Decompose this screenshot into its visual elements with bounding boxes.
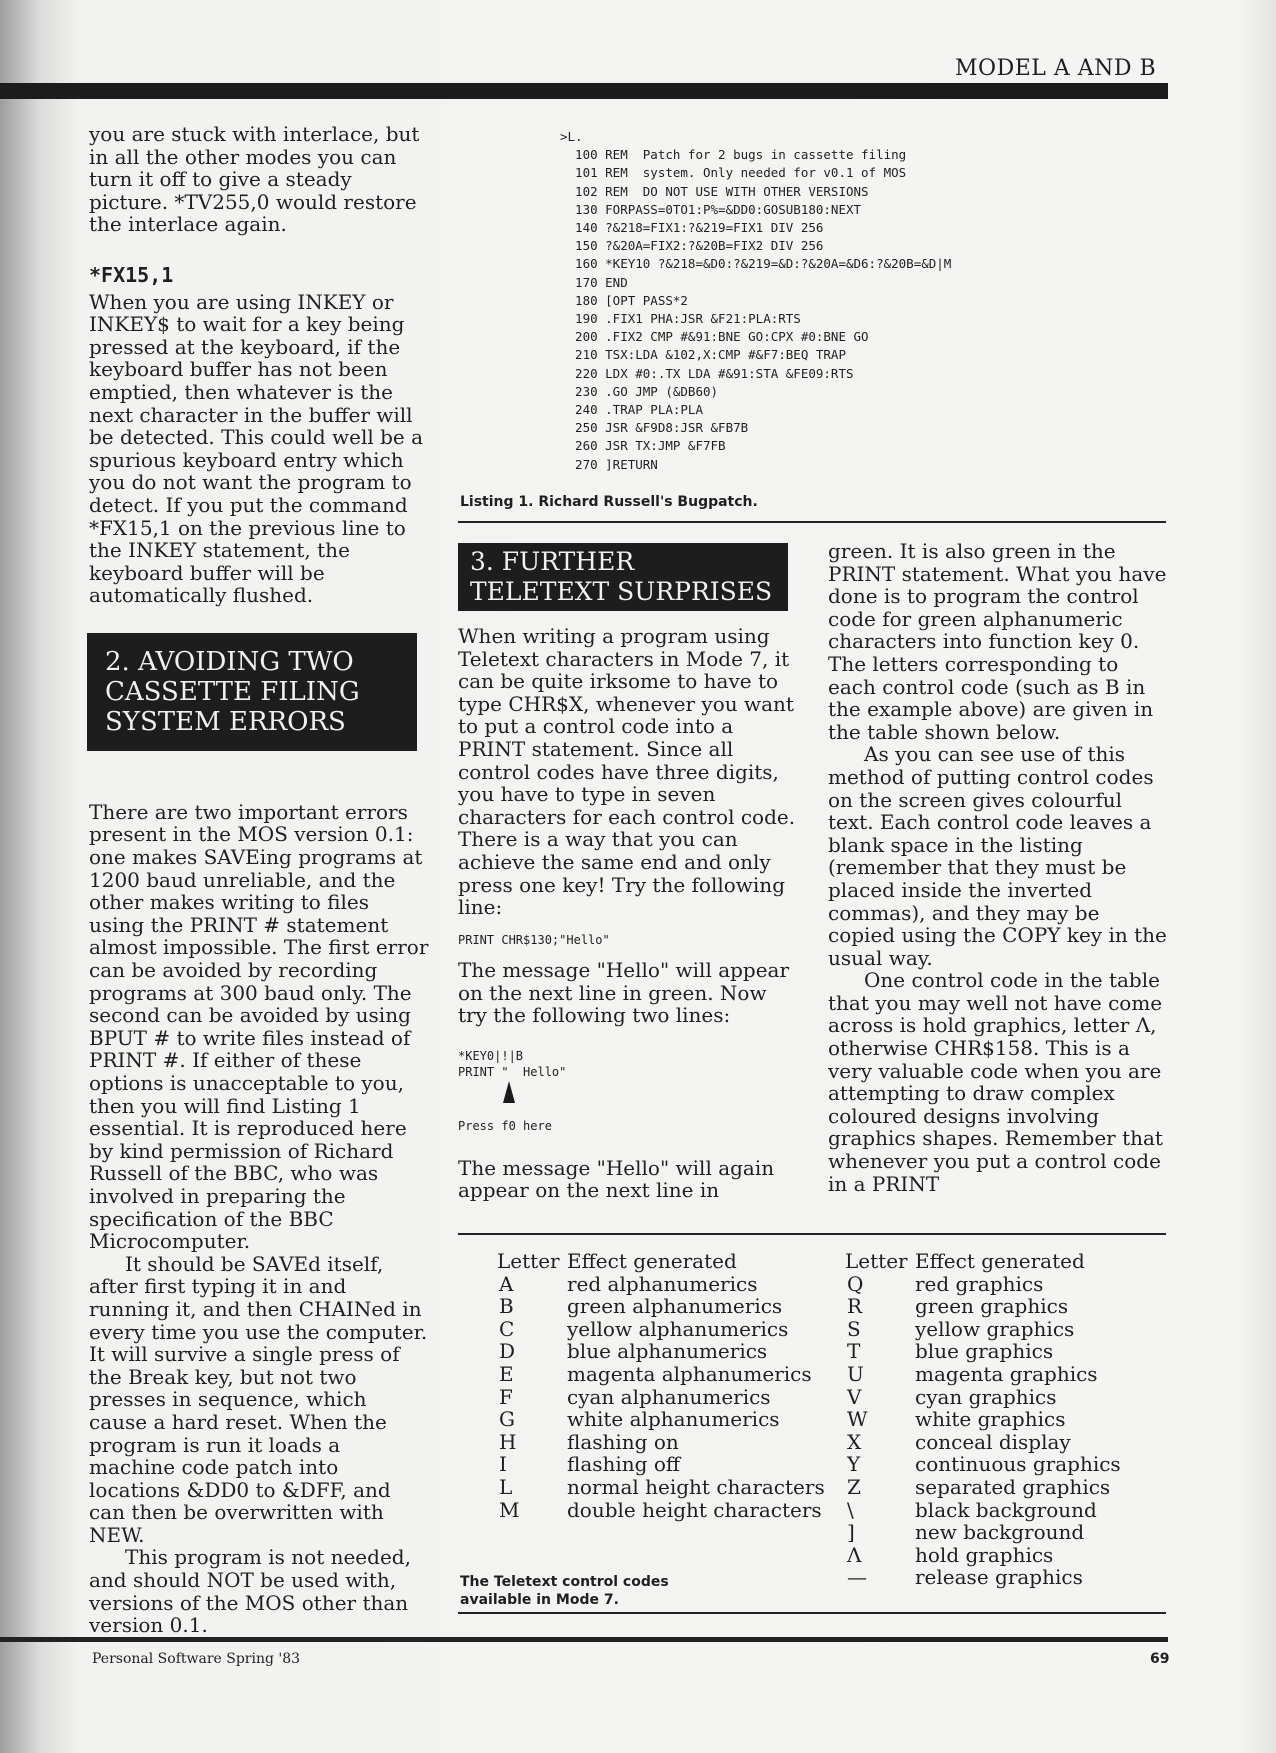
table-caption: The Teletext control codes available in Mode 7. xyxy=(460,1574,669,1608)
code-letter: ] xyxy=(847,1520,855,1545)
table-row xyxy=(845,1363,1121,1386)
column-1 xyxy=(89,123,429,1637)
section-2-paragraph-3: This program is not needed, and should NOT be used with, versions of the MOS other than version 0.1. xyxy=(89,1545,411,1638)
code-example-2-line-2: PRINT " Hello" xyxy=(458,1064,567,1079)
section-3-paragraph-1: When writing a program using Teletext characters in Mode 7, it can be quite irksome to have to type CHR$X, whenever you want to put a control code into a PRINT statement. Since all control codes have three digits, you have to type in seven characters for each control code. There is a way that you can achieve the same end and only press one key! Try the following line: xyxy=(458,624,796,920)
code-letter: A xyxy=(499,1271,514,1296)
code-effect: continuous graphics xyxy=(915,1452,1121,1477)
table-row xyxy=(497,1363,825,1386)
table-row xyxy=(497,1431,825,1454)
code-letter: X xyxy=(847,1429,862,1454)
table-row xyxy=(845,1499,1121,1522)
column-3-paragraph-1: green. It is also green in the PRINT statement. What you have done is to program the control code for green alphanumeric characters into function key 0. The letters corresponding to each control code (such as B in the example above) are given in the table shown below. xyxy=(828,539,1167,744)
code-letter: L xyxy=(499,1474,513,1499)
code-effect: separated graphics xyxy=(915,1474,1111,1499)
code-letter: I xyxy=(499,1452,507,1477)
code-letter: C xyxy=(499,1316,515,1341)
section-2-heading: 2. AVOIDING TWO CASSETTE FILING SYSTEM ERRORS xyxy=(87,633,417,751)
table-header-row xyxy=(845,1250,1121,1273)
page-number: 69 xyxy=(1150,1651,1170,1667)
code-effect: cyan alphanumerics xyxy=(567,1384,771,1409)
code-letter: F xyxy=(499,1384,513,1409)
table-row xyxy=(497,1295,825,1318)
code-effect: hold graphics xyxy=(915,1542,1054,1567)
codes-table-right xyxy=(845,1250,1121,1589)
code-letter: G xyxy=(499,1407,515,1432)
code-example-2 xyxy=(458,1047,796,1157)
code-effect: white alphanumerics xyxy=(567,1407,780,1432)
code-letter: M xyxy=(499,1497,520,1522)
code-letter: — xyxy=(847,1565,867,1590)
section-3-heading: 3. FURTHER TELETEXT SURPRISES xyxy=(458,543,788,611)
column-3-paragraph-3: One control code in the table that you may well not have come across is hold graphics, letter Λ, otherwise CHR$158. This is a very valuable code when you are attempting to draw complex coloured designs involving graphics shapes. Remember that whenever you put a control code in a PRINT xyxy=(828,968,1163,1196)
table-row xyxy=(497,1476,825,1499)
code-letter: Λ xyxy=(847,1542,862,1567)
table-row xyxy=(497,1273,825,1296)
table-row xyxy=(497,1340,825,1363)
header-rule xyxy=(0,83,1168,99)
code-effect: double height characters xyxy=(567,1497,822,1522)
table-row xyxy=(497,1453,825,1476)
table-row xyxy=(497,1499,825,1522)
table-row xyxy=(845,1340,1121,1363)
arrow-up-icon xyxy=(502,1081,516,1107)
code-effect: white graphics xyxy=(915,1407,1066,1432)
code-letter: V xyxy=(847,1384,862,1409)
code-letter: Y xyxy=(847,1452,861,1477)
table-row xyxy=(845,1431,1121,1454)
table-row xyxy=(845,1566,1121,1589)
code-letter: T xyxy=(847,1339,861,1364)
table-header-effect: Effect generated xyxy=(567,1249,737,1273)
code-letter: B xyxy=(499,1294,514,1319)
code-effect: conceal display xyxy=(915,1429,1071,1454)
code-effect: blue alphanumerics xyxy=(567,1339,768,1364)
code-effect: cyan graphics xyxy=(915,1384,1057,1409)
footer-publication: Personal Software Spring '83 xyxy=(92,1651,301,1667)
table-row xyxy=(497,1318,825,1341)
table-row xyxy=(845,1453,1121,1476)
code-effect: green graphics xyxy=(915,1294,1069,1319)
code-effect: red alphanumerics xyxy=(567,1271,758,1296)
table-header-letter: Letter xyxy=(845,1249,908,1273)
listing-rule xyxy=(458,521,1166,523)
column-3 xyxy=(828,540,1168,1195)
code-letter: H xyxy=(499,1429,517,1454)
column-2 xyxy=(458,543,796,1202)
code-example-2-line-1: *KEY0|!|B xyxy=(458,1048,524,1063)
table-row xyxy=(845,1544,1121,1567)
code-effect: green alphanumerics xyxy=(567,1294,783,1319)
code-effect: normal height characters xyxy=(567,1474,825,1499)
footer-rule xyxy=(0,1637,1168,1642)
code-effect: red graphics xyxy=(915,1271,1044,1296)
code-example-2-line-3: Press f0 here xyxy=(458,1118,552,1133)
section-3-paragraph-3: The message "Hello" will again appear on the next line in xyxy=(458,1155,775,1203)
code-effect: yellow alphanumerics xyxy=(567,1316,789,1341)
table-row xyxy=(845,1318,1121,1341)
table-row xyxy=(845,1386,1121,1409)
fx-paragraph: When you are using INKEY or INKEY$ to wait for a key being pressed at the keyboard, if the keyboard buffer has not been emptied, then whatever is the next character in the buffer will be detected. This could well be a spurious keyboard entry which you do not want the program to detect. If you put the command *FX15,1 on the previous line to the INKEY statement, the keyboard buffer will be automatically flushed. xyxy=(89,289,424,608)
section-3-paragraph-2: The message "Hello" will appear on the next line in green. Now try the following two lines: xyxy=(458,957,790,1028)
section-2-paragraph-1: There are two important errors present in the MOS version 0.1: one makes SAVEing programs at 1200 baud unreliable, and the other makes writing to files using the PRINT # statement almost impossible. The first error can be avoided by recording programs at 300 baud only. The second can be avoided by using BPUT # to write files instead of PRINT #. If either of these options is unacceptable to you, then you will find Listing 1 essential. It is reproduced here by kind permission of Richard Russell of the BBC, who was involved in preparing the specification of the BBC Microcomputer. xyxy=(89,799,429,1254)
code-letter: R xyxy=(847,1294,863,1319)
table-bottom-rule xyxy=(458,1612,1166,1614)
code-letter: Q xyxy=(847,1271,864,1296)
code-letter: \ xyxy=(847,1497,854,1522)
code-effect: magenta alphanumerics xyxy=(567,1361,812,1386)
table-row xyxy=(497,1408,825,1431)
listing-caption: Listing 1. Richard Russell's Bugpatch. xyxy=(460,494,758,510)
code-example-1: PRINT CHR$130;"Hello" xyxy=(458,932,610,947)
code-letter: E xyxy=(499,1361,514,1386)
codes-table-left xyxy=(497,1250,825,1521)
column-3-paragraph-2: As you can see use of this method of putting control codes on the screen gives colourful text. Each control code leaves a blank space in the listing (remember that they must be placed inside the inverted commas), and they may be copied using the COPY key in the usual way. xyxy=(828,742,1167,970)
code-letter: S xyxy=(847,1316,861,1341)
code-letter: U xyxy=(847,1361,864,1386)
table-header-effect: Effect generated xyxy=(915,1249,1085,1273)
table-header-row xyxy=(497,1250,825,1273)
code-effect: flashing off xyxy=(567,1452,681,1477)
table-top-rule xyxy=(458,1233,1166,1235)
table-row xyxy=(497,1386,825,1409)
table-row xyxy=(845,1408,1121,1431)
code-effect: magenta graphics xyxy=(915,1361,1098,1386)
table-row xyxy=(845,1295,1121,1318)
table-row xyxy=(845,1476,1121,1499)
section-2-paragraph-2: It should be SAVEd itself, after first typing it in and running it, and then CHAINed in every time you use the computer. It will survive a single press of the Break key, but not two presses in sequence, which cause a hard reset. When the program is run it loads a machine code patch into locations &DD0 to &DFF, and can then be overwritten with NEW. xyxy=(89,1251,428,1547)
code-effect: release graphics xyxy=(915,1565,1083,1590)
code-effect: blue graphics xyxy=(915,1339,1054,1364)
code-letter: W xyxy=(847,1407,868,1432)
code-letter: Z xyxy=(847,1474,861,1499)
code-effect: new background xyxy=(915,1520,1085,1545)
table-header-letter: Letter xyxy=(497,1249,560,1273)
table-row xyxy=(845,1273,1121,1296)
intro-paragraph: you are stuck with interlace, but in all the other modes you can turn it off to give a steady picture. *TV255,0 would restore the interlace again. xyxy=(89,122,420,237)
table-row xyxy=(845,1521,1121,1544)
page-header: MODEL A AND B xyxy=(955,56,1157,81)
program-listing: >L. 100 REM Patch for 2 bugs in cassette filing 101 REM system. Only needed for v0.1 of MOS 102 REM DO NOT USE WITH OTHER VERSIONS 130 FORPASS=0TO1:P%=&DD0:GOSUB180:NEXT 140 ?&218=FIX1:?&219=FIX1 DIV 256 150 ?&20A=FIX2:?&20B=FIX2 DIV 256 160 *KEY10 ?&218=&D0:?&219=&D:?&20A=&D6:?&20B=&D|M 170 END 180 [OPT PASS*2 190 .FIX1 PHA:JSR &F21:PLA:RTS 200 .FIX2 CMP #&91:BNE GO:CPX #0:BNE GO 210 TSX:LDA &102,X:CMP #&F7:BEQ TRAP 220 LDX #0:.TX LDA #&91:STA &FE09:RTS 230 .GO JMP (&DB60) 240 .TRAP PLA:PLA 250 JSR &F9D8:JSR &FB7B 260 JSR TX:JMP &F7FB 270 ]RETURN xyxy=(560,129,952,472)
code-letter: D xyxy=(499,1339,516,1364)
fx-heading: *FX15,1 xyxy=(89,262,174,287)
code-effect: black background xyxy=(915,1497,1097,1522)
code-effect: yellow graphics xyxy=(915,1316,1075,1341)
code-effect: flashing on xyxy=(567,1429,679,1454)
